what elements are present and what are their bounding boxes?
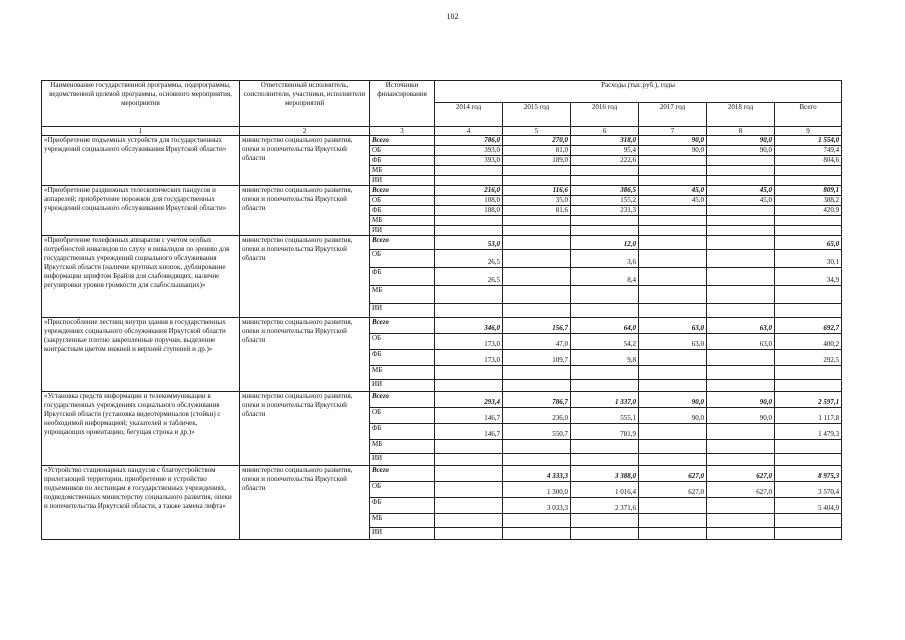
- amount-total: 30,1: [775, 250, 842, 268]
- amount-year: [571, 454, 639, 466]
- amount-year: [707, 498, 775, 514]
- header-year: 2015 год: [503, 103, 571, 127]
- amount-year: 9,8: [571, 350, 639, 366]
- amount-total: 2 597,1: [775, 392, 842, 408]
- amount-year: 1 300,0: [503, 482, 571, 498]
- table-row: [42, 186, 842, 196]
- amount-year: 4 333,3: [503, 466, 571, 482]
- funding-source: МБ: [370, 286, 435, 304]
- amount-year: 216,0: [435, 186, 503, 196]
- amount-year: 45,0: [707, 186, 775, 196]
- amount-year: [707, 176, 775, 186]
- amount-year: [707, 166, 775, 176]
- amount-year: [435, 166, 503, 176]
- funding-source: Всего: [370, 236, 435, 250]
- header-expenses: Расходы (тыс.руб.), годы: [435, 81, 842, 103]
- amount-year: [435, 380, 503, 392]
- budget-table: [41, 80, 842, 540]
- column-index: 1: [42, 127, 240, 136]
- funding-source: ИИ: [370, 528, 435, 540]
- column-index: 2: [240, 127, 370, 136]
- amount-year: [503, 268, 571, 286]
- amount-total: 1 479,3: [775, 424, 842, 440]
- funding-source: ОБ: [370, 408, 435, 424]
- amount-year: 786,0: [435, 136, 503, 146]
- amount-year: [639, 424, 707, 440]
- amount-year: 45,0: [639, 196, 707, 206]
- funding-source: ОБ: [370, 196, 435, 206]
- amount-total: [775, 166, 842, 176]
- amount-year: [435, 482, 503, 498]
- amount-year: [639, 166, 707, 176]
- header-sources: Источники финансирования: [370, 81, 435, 127]
- amount-year: [639, 304, 707, 318]
- amount-year: [707, 286, 775, 304]
- amount-year: [571, 366, 639, 380]
- amount-year: [707, 268, 775, 286]
- amount-year: [571, 380, 639, 392]
- amount-year: [503, 454, 571, 466]
- amount-year: 8,4: [571, 268, 639, 286]
- amount-year: [707, 250, 775, 268]
- amount-year: [707, 424, 775, 440]
- funding-source: Всего: [370, 186, 435, 196]
- responsible-executor: министерство социального развития, опеки и попечительства Иркутской области: [240, 318, 370, 392]
- amount-year: 35,0: [503, 196, 571, 206]
- amount-year: [639, 226, 707, 236]
- amount-year: [707, 216, 775, 226]
- amount-year: 108,0: [435, 196, 503, 206]
- amount-year: 63,0: [639, 334, 707, 350]
- column-index: 4: [435, 127, 503, 136]
- funding-source: МБ: [370, 514, 435, 528]
- header-year: 2018 год: [707, 103, 775, 127]
- amount-year: [435, 498, 503, 514]
- table-row: [42, 318, 842, 334]
- amount-year: [571, 304, 639, 318]
- amount-year: [707, 350, 775, 366]
- amount-year: 270,0: [503, 136, 571, 146]
- column-index: 5: [503, 127, 571, 136]
- amount-year: 90,0: [639, 392, 707, 408]
- amount-total: [775, 440, 842, 454]
- table-row: [42, 466, 842, 482]
- activity-name: «Приобретение подъемных устройств для государственных учреждений социального обслуживания Иркутской области»: [42, 136, 240, 186]
- funding-source: ОБ: [370, 334, 435, 350]
- column-index: 8: [707, 127, 775, 136]
- amount-total: 388,2: [775, 196, 842, 206]
- amount-year: 146,7: [435, 424, 503, 440]
- amount-year: 63,0: [707, 334, 775, 350]
- column-index: 6: [571, 127, 639, 136]
- amount-year: [503, 528, 571, 540]
- amount-year: [639, 528, 707, 540]
- funding-source: Всего: [370, 392, 435, 408]
- responsible-executor: министерство социального развития, опеки и попечительства Иркутской области: [240, 136, 370, 186]
- amount-year: [639, 350, 707, 366]
- amount-year: 627,0: [639, 466, 707, 482]
- amount-total: [775, 380, 842, 392]
- amount-year: 786,7: [503, 392, 571, 408]
- amount-year: 63,0: [639, 318, 707, 334]
- funding-source: МБ: [370, 166, 435, 176]
- amount-year: 3 033,3: [503, 498, 571, 514]
- amount-year: 393,0: [435, 146, 503, 156]
- amount-year: [707, 226, 775, 236]
- activity-name: «Устройство стационарных пандусов с благоустройством прилегающей территории, приобретение и устройство подъемников по лестницам в государственных учреждениях, подведомственных министерству социального развития, опеки и попечительства Иркутской области, а также замена лифта»: [42, 466, 240, 540]
- funding-source: ФБ: [370, 498, 435, 514]
- amount-year: [707, 454, 775, 466]
- amount-year: [639, 236, 707, 250]
- header-year: 2016 год: [571, 103, 639, 127]
- amount-year: 3,6: [571, 250, 639, 268]
- amount-year: 90,0: [639, 408, 707, 424]
- amount-total: [775, 226, 842, 236]
- amount-year: 90,0: [707, 408, 775, 424]
- header-program: Наименование государственной программы, подпрограммы, ведомственной целевой программы, основного мероприятия, мероприятия: [42, 81, 240, 127]
- amount-year: 3 388,0: [571, 466, 639, 482]
- responsible-executor: министерство социального развития, опеки и попечительства Иркутской области: [240, 236, 370, 318]
- funding-source: ИИ: [370, 226, 435, 236]
- amount-total: [775, 514, 842, 528]
- amount-year: 173,0: [435, 350, 503, 366]
- header-year: 2014 год: [435, 103, 503, 127]
- page-number: 102: [446, 12, 459, 21]
- amount-total: 749,4: [775, 146, 842, 156]
- amount-year: [639, 206, 707, 216]
- amount-year: [707, 440, 775, 454]
- amount-year: [435, 466, 503, 482]
- table-row: [42, 136, 842, 146]
- responsible-executor: министерство социального развития, опеки и попечительства Иркутской области: [240, 392, 370, 466]
- amount-year: [435, 366, 503, 380]
- amount-year: [639, 216, 707, 226]
- amount-total: [775, 366, 842, 380]
- amount-year: [435, 286, 503, 304]
- table-row: [42, 236, 842, 250]
- amount-year: 90,0: [639, 146, 707, 156]
- amount-year: [639, 380, 707, 392]
- activity-name: «Приспособление лестниц внутри здания в государственных учреждениях социального обслуживания Иркутской области (закругленные плотно закрепленные поручни, выделение контрастным цветом нижней и верхней ступеней и др.)»: [42, 318, 240, 392]
- column-index: 3: [370, 127, 435, 136]
- activity-name: «Приобретение телефонных аппаратов с учетом особых потребностей инвалидов по слуху и инвалидов по зрению для государственных учреждений социального обслуживания Иркутской области (наличие крупных кнопок, дублирование информации шрифтом Брайля для слабовидящих, наличие регулировки уровня громкости для слабослышащих)»: [42, 236, 240, 318]
- amount-year: [435, 176, 503, 186]
- amount-year: [639, 268, 707, 286]
- amount-year: 627,0: [639, 482, 707, 498]
- activity-name: «Приобретение раздвижных телескопических пандусов и аппарелей; приобретение порожков для государственных учреждений социального обслуживания Иркутской области»: [42, 186, 240, 236]
- amount-year: 155,2: [571, 196, 639, 206]
- amount-year: 95,4: [571, 146, 639, 156]
- amount-year: [503, 440, 571, 454]
- amount-year: [639, 286, 707, 304]
- amount-total: 3 570,4: [775, 482, 842, 498]
- amount-total: 8 975,3: [775, 466, 842, 482]
- amount-year: [571, 226, 639, 236]
- amount-total: [775, 528, 842, 540]
- activity-name: «Установка средств информации и телекоммуникации в государственных учреждениях социального обслуживания Иркутской области (установка видеотерминалов (стойки) с необходимой информацией; указателей и табличек, упрощающих ориентацию; бегущая строка и др.)»: [42, 392, 240, 466]
- amount-year: 26,5: [435, 250, 503, 268]
- amount-year: [435, 226, 503, 236]
- amount-year: [639, 514, 707, 528]
- amount-total: 5 404,9: [775, 498, 842, 514]
- amount-year: [707, 528, 775, 540]
- funding-source: ИИ: [370, 454, 435, 466]
- table-row: [42, 392, 842, 408]
- amount-total: [775, 454, 842, 466]
- amount-year: 386,5: [571, 186, 639, 196]
- amount-year: 1 337,0: [571, 392, 639, 408]
- responsible-executor: министерство социального развития, опеки и попечительства Иркутской области: [240, 466, 370, 540]
- column-index: 9: [775, 127, 842, 136]
- amount-year: [435, 528, 503, 540]
- amount-total: 34,9: [775, 268, 842, 286]
- funding-source: Всего: [370, 466, 435, 482]
- funding-source: Всего: [370, 136, 435, 146]
- amount-year: 90,0: [707, 392, 775, 408]
- amount-year: [571, 440, 639, 454]
- funding-source: ФБ: [370, 268, 435, 286]
- amount-year: [639, 156, 707, 166]
- amount-year: 346,0: [435, 318, 503, 334]
- amount-total: [775, 286, 842, 304]
- amount-year: [435, 216, 503, 226]
- amount-total: 1 117,8: [775, 408, 842, 424]
- amount-total: 809,1: [775, 186, 842, 196]
- amount-year: 90,0: [639, 136, 707, 146]
- amount-year: 81,0: [503, 146, 571, 156]
- amount-year: 318,0: [571, 136, 639, 146]
- amount-year: [435, 440, 503, 454]
- amount-year: [639, 498, 707, 514]
- amount-year: [503, 250, 571, 268]
- funding-source: ФБ: [370, 424, 435, 440]
- amount-year: 156,7: [503, 318, 571, 334]
- amount-total: 420,9: [775, 206, 842, 216]
- amount-year: [639, 176, 707, 186]
- amount-year: [639, 440, 707, 454]
- amount-year: 231,3: [571, 206, 639, 216]
- amount-year: 63,0: [707, 318, 775, 334]
- amount-total: [775, 216, 842, 226]
- amount-total: 692,7: [775, 318, 842, 334]
- amount-year: [435, 454, 503, 466]
- amount-year: 47,0: [503, 334, 571, 350]
- amount-year: 45,0: [639, 186, 707, 196]
- amount-year: [503, 286, 571, 304]
- amount-year: 236,0: [503, 408, 571, 424]
- funding-source: Всего: [370, 318, 435, 334]
- funding-source: МБ: [370, 216, 435, 226]
- amount-year: [571, 286, 639, 304]
- amount-year: [707, 236, 775, 250]
- amount-year: 53,0: [435, 236, 503, 250]
- amount-year: [639, 454, 707, 466]
- funding-source: ОБ: [370, 482, 435, 498]
- amount-year: [639, 366, 707, 380]
- column-index: 7: [639, 127, 707, 136]
- amount-year: 90,0: [707, 136, 775, 146]
- amount-year: 109,7: [503, 350, 571, 366]
- amount-total: 804,6: [775, 156, 842, 166]
- amount-year: [639, 250, 707, 268]
- header-year: 2017 год: [639, 103, 707, 127]
- amount-year: [571, 176, 639, 186]
- amount-year: [707, 304, 775, 318]
- amount-year: [503, 514, 571, 528]
- amount-year: [503, 366, 571, 380]
- amount-year: 222,6: [571, 156, 639, 166]
- amount-year: 12,0: [571, 236, 639, 250]
- amount-year: 189,0: [503, 156, 571, 166]
- amount-year: 116,6: [503, 186, 571, 196]
- amount-year: 1 016,4: [571, 482, 639, 498]
- funding-source: МБ: [370, 440, 435, 454]
- funding-source: ИИ: [370, 304, 435, 318]
- amount-year: 627,0: [707, 482, 775, 498]
- amount-year: [707, 156, 775, 166]
- amount-year: [435, 304, 503, 318]
- amount-year: [503, 304, 571, 318]
- funding-source: ИИ: [370, 380, 435, 392]
- funding-source: ФБ: [370, 206, 435, 216]
- funding-source: ОБ: [370, 146, 435, 156]
- amount-year: 90,0: [707, 146, 775, 156]
- amount-year: 555,1: [571, 408, 639, 424]
- amount-year: 293,4: [435, 392, 503, 408]
- funding-source: МБ: [370, 366, 435, 380]
- amount-year: 54,2: [571, 334, 639, 350]
- header-responsible: Ответственный исполнитель, соисполнители, участники, исполнители мероприятий: [240, 81, 370, 127]
- amount-year: [571, 528, 639, 540]
- amount-year: [571, 216, 639, 226]
- funding-source: ИИ: [370, 176, 435, 186]
- amount-year: [503, 236, 571, 250]
- responsible-executor: министерство социального развития, опеки и попечительства Иркутской области: [240, 186, 370, 236]
- amount-year: 108,0: [435, 206, 503, 216]
- amount-total: [775, 176, 842, 186]
- amount-year: 2 371,6: [571, 498, 639, 514]
- amount-year: 550,7: [503, 424, 571, 440]
- amount-total: 1 554,0: [775, 136, 842, 146]
- amount-total: [775, 304, 842, 318]
- amount-year: [435, 514, 503, 528]
- funding-source: ОБ: [370, 250, 435, 268]
- funding-source: ФБ: [370, 156, 435, 166]
- amount-year: 393,0: [435, 156, 503, 166]
- amount-total: 65,0: [775, 236, 842, 250]
- amount-total: 292,5: [775, 350, 842, 366]
- amount-year: [503, 166, 571, 176]
- header-year: Всего: [775, 103, 842, 127]
- amount-year: [503, 216, 571, 226]
- amount-year: [707, 380, 775, 392]
- amount-year: [503, 380, 571, 392]
- amount-year: [503, 226, 571, 236]
- amount-year: [707, 366, 775, 380]
- amount-year: [707, 206, 775, 216]
- amount-year: 627,0: [707, 466, 775, 482]
- amount-year: 45,0: [707, 196, 775, 206]
- amount-year: [571, 514, 639, 528]
- amount-year: 64,0: [571, 318, 639, 334]
- amount-total: 400,2: [775, 334, 842, 350]
- amount-year: 81,6: [503, 206, 571, 216]
- amount-year: [707, 514, 775, 528]
- amount-year: [571, 166, 639, 176]
- funding-source: ФБ: [370, 350, 435, 366]
- amount-year: 26,5: [435, 268, 503, 286]
- amount-year: 781,9: [571, 424, 639, 440]
- amount-year: 146,7: [435, 408, 503, 424]
- amount-year: 173,0: [435, 334, 503, 350]
- amount-year: [503, 176, 571, 186]
